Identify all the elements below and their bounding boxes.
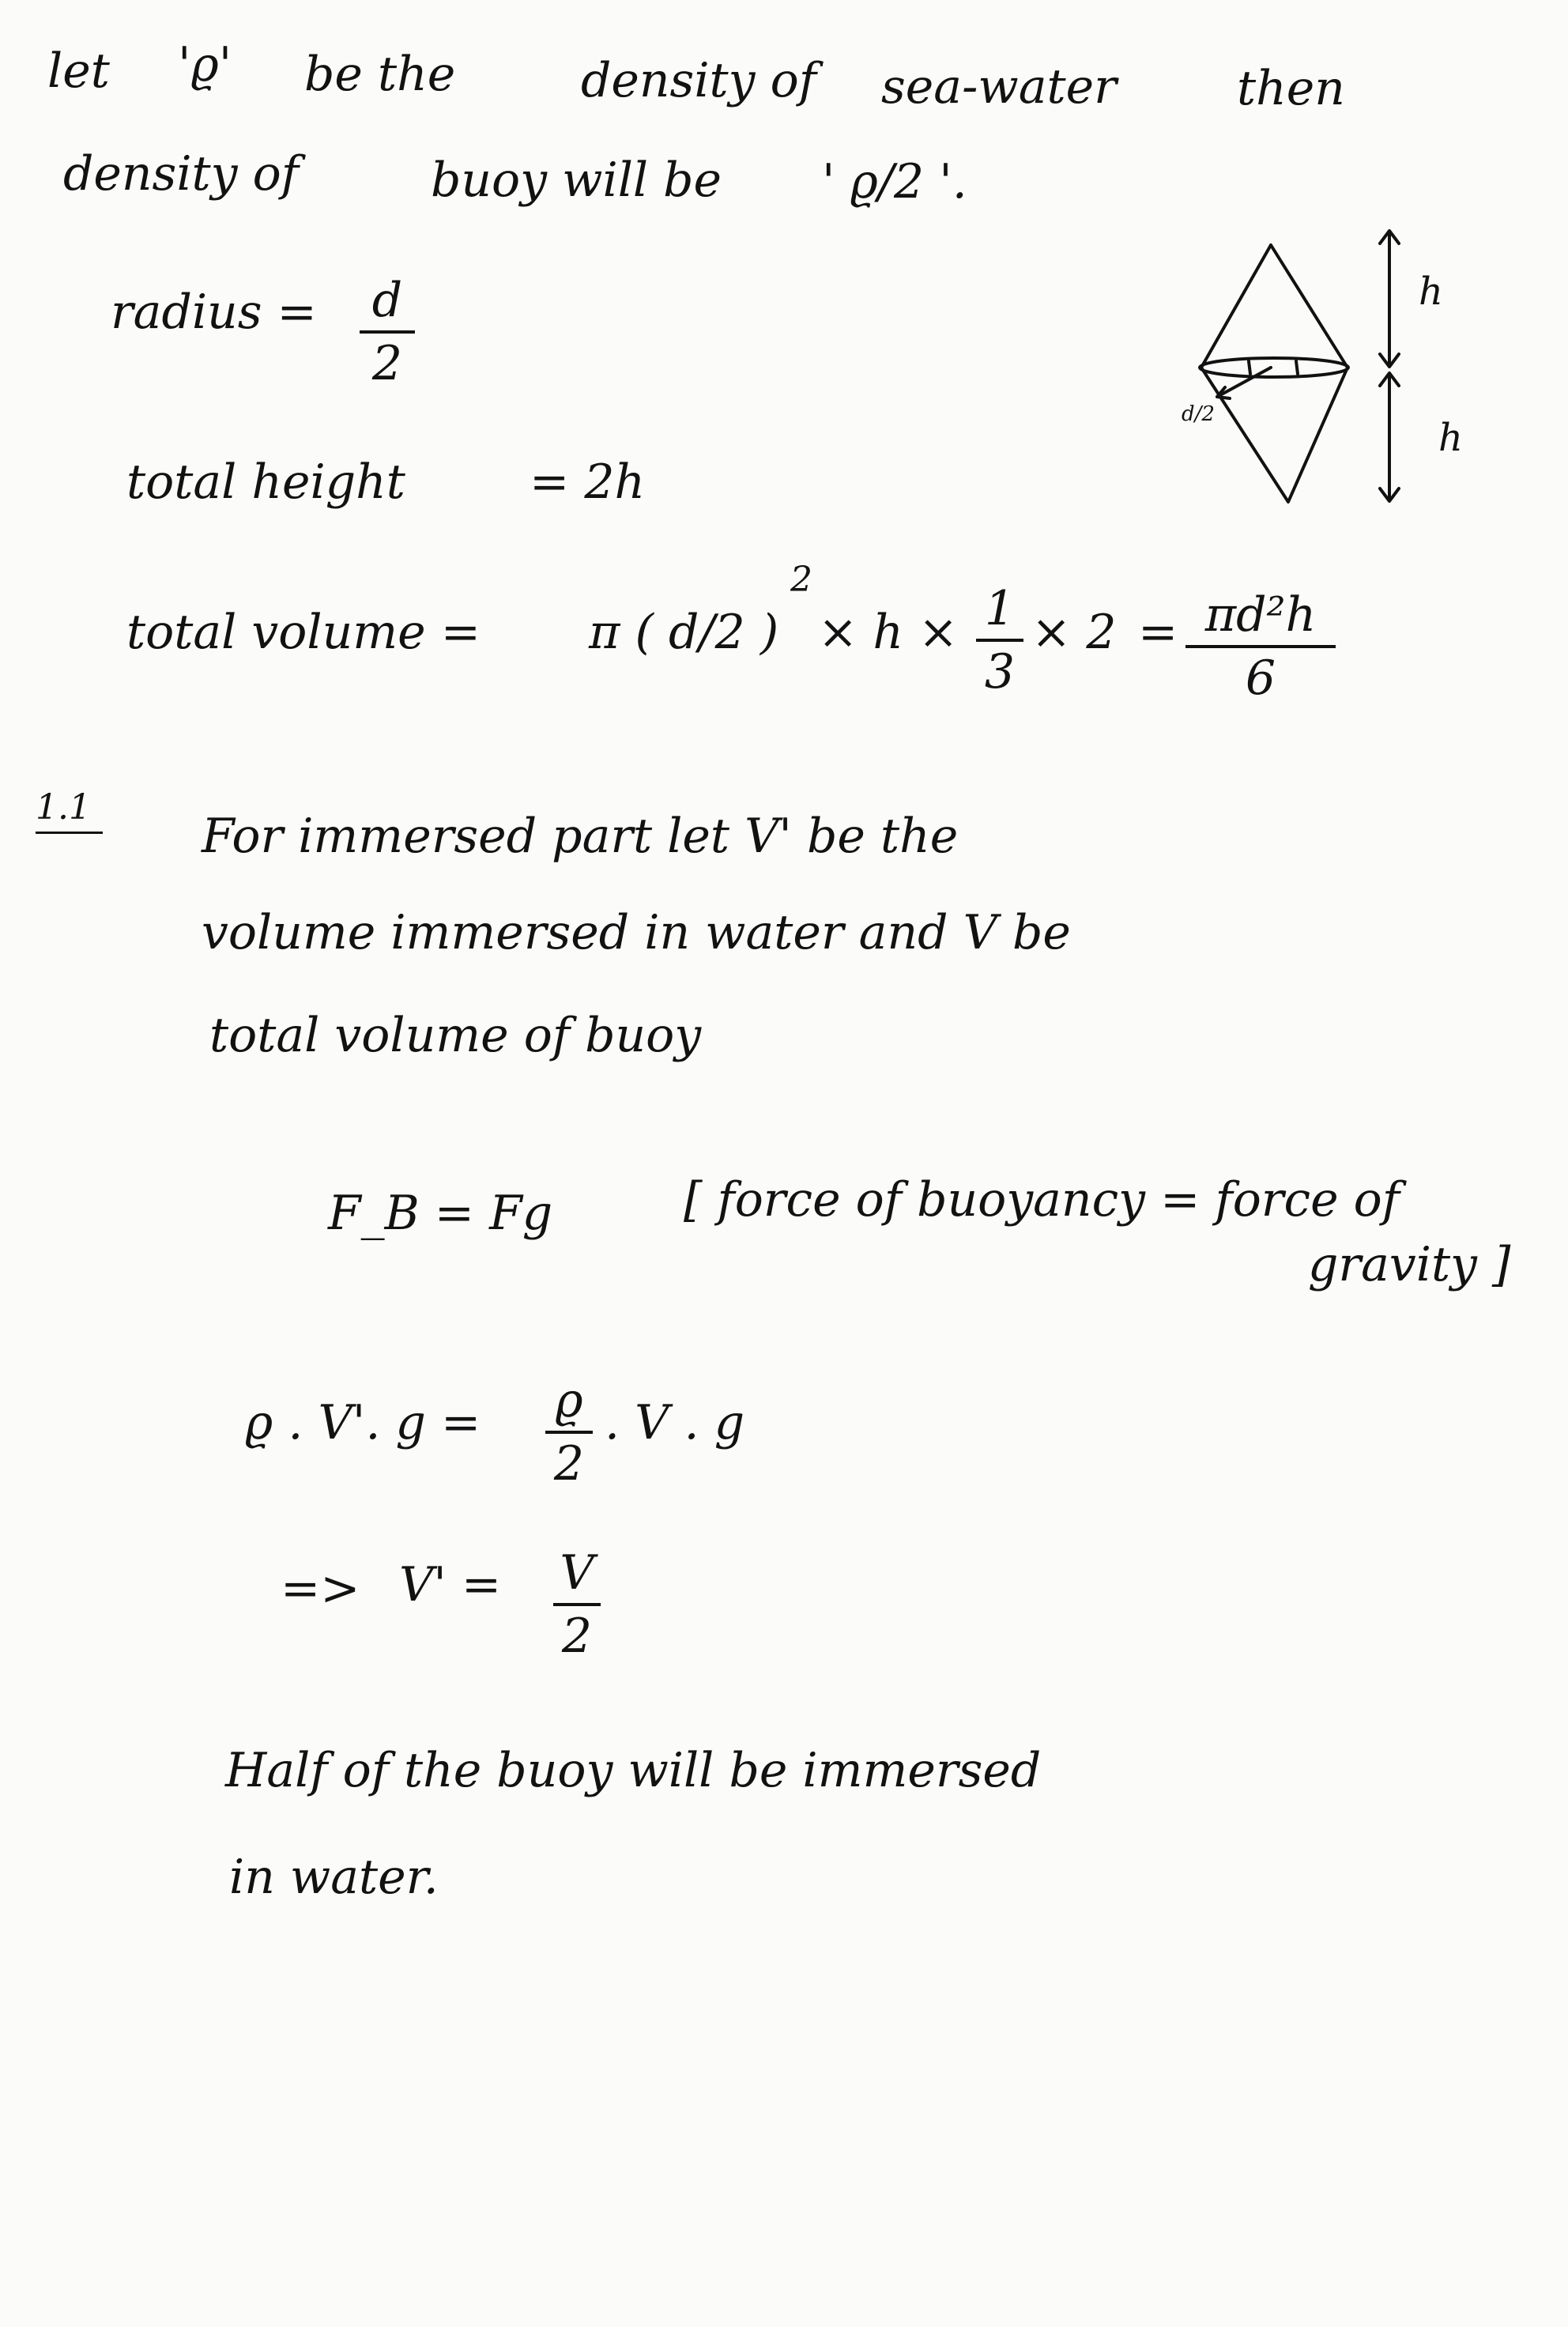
section-number-underline [36,832,103,834]
text-density-of: density of [581,53,816,108]
text-volume-times-two: × 2 [1031,605,1117,660]
balance-numerator: ϱ [555,1373,583,1428]
text-radius-label: radius = [111,285,317,340]
text-section-line-2: volume immersed in water and V be [202,905,1071,960]
d-over-2-label: d/2 [1182,402,1215,426]
text-section-line-1: For immersed part let V' be the [202,809,959,864]
base-ellipse [1200,358,1348,377]
radius-numerator: d [371,273,403,328]
fraction-volume-result [1185,587,1336,706]
fraction-one-third [976,581,1023,700]
text-volume-equals: = [1138,605,1178,660]
text-be-the: be the [304,47,456,102]
section-number: 1.1 [36,787,91,828]
fraction-rho-over-2 [545,1373,593,1492]
volume-result-numerator: πd²h [1204,587,1317,643]
radius-denominator: 2 [371,336,403,391]
double-cone-diagram [1178,213,1541,530]
h-bottom-label: h [1438,416,1463,460]
text-implies: => [281,1561,360,1616]
text-let: let [47,43,110,99]
volume-result-denominator: 6 [1245,651,1276,706]
text-fb-equals-fg: F_B = Fg [328,1186,553,1241]
third-numerator: 1 [984,581,1016,636]
radius-arrow [1217,368,1271,398]
text-volume-exponent: 2 [790,560,812,600]
text-rho-half: ' ϱ/2 '. [822,154,967,209]
text-balance-rhs: . V . g [605,1395,745,1450]
h-top-arrow [1380,231,1399,367]
text-density-of-2: density of [63,146,299,202]
base-ticks [1249,361,1298,374]
text-height-value: = 2h [530,454,646,510]
text-height-label: total height [126,454,405,510]
result-numerator: V [560,1545,594,1601]
text-volume-label: total volume = [126,605,481,660]
result-denominator: 2 [561,1609,593,1664]
text-volume-expr-b: × h × [818,605,959,660]
text-result-lhs: V' = [399,1557,502,1612]
text-conclusion-line-1: Half of the buoy will be immersed [225,1743,1042,1798]
third-denominator: 3 [984,644,1016,700]
text-section-line-3: total volume of buoy [209,1008,702,1063]
text-volume-expr-a: π ( d/2 ) [589,605,779,660]
text-buoy-will-be: buoy will be [431,153,722,208]
text-balance-lhs: ϱ . V'. g = [245,1395,481,1450]
text-bracket-note-2: gravity ] [1308,1237,1511,1292]
text-rho-symbol: 'ϱ' [178,37,232,92]
fraction-v-over-2 [553,1545,601,1664]
text-sea-water: sea-water [881,59,1117,115]
h-top-label: h [1419,270,1443,314]
fraction-radius [360,273,415,391]
text-then: then [1237,61,1345,116]
h-bottom-arrow [1380,373,1399,501]
text-conclusion-line-2: in water. [229,1850,439,1905]
text-bracket-note-1: [ force of buoyancy = force of [684,1172,1400,1228]
balance-denominator: 2 [553,1436,585,1492]
